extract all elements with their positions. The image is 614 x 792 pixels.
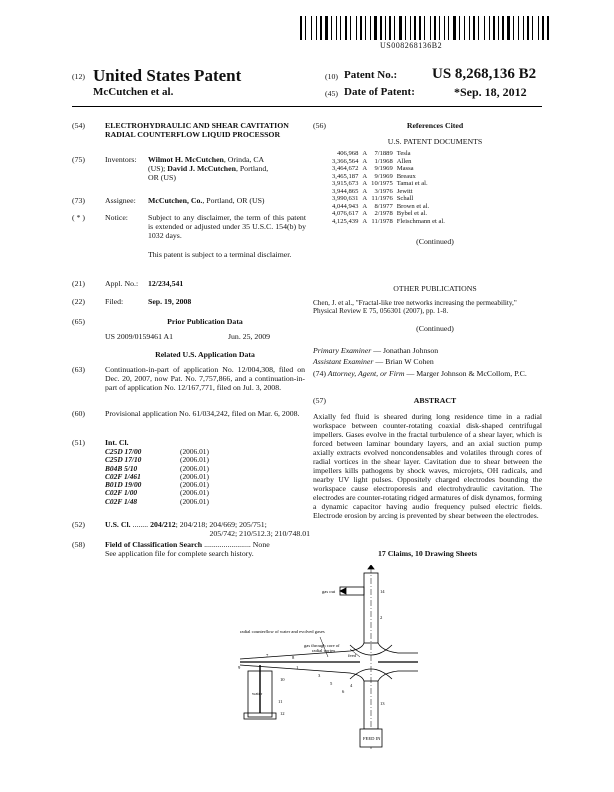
barcode-bar (367, 16, 369, 40)
barcode-bar (450, 16, 452, 40)
code-52: (52) (72, 520, 85, 529)
barcode-bar (505, 16, 506, 40)
barcode-bar (439, 16, 440, 40)
code-57: (57) (313, 396, 326, 405)
patent-number: US 8,268,136 B2 (432, 66, 537, 82)
us-cl-dots: ........ (132, 520, 149, 529)
field-search-note: See application file for complete search history. (105, 549, 254, 558)
filed-date: Sep. 19, 2008 (148, 297, 192, 306)
reference-date: 8/1977 (374, 202, 393, 210)
top-arrow-icon (368, 565, 374, 569)
ref-num-8: 8 (292, 655, 295, 660)
other-publications-heading: OTHER PUBLICATIONS (393, 284, 477, 293)
barcode-bar (410, 16, 411, 40)
attorney-name: — Marger Johnson & McCollom, P.C. (404, 369, 527, 378)
barcode-bar (434, 16, 436, 40)
int-cl-code: C02F 1/461 (105, 471, 141, 481)
reference-kind: A (362, 157, 368, 165)
barcode-bar (305, 16, 306, 40)
barcode-bar (412, 16, 413, 40)
attorney (313, 369, 541, 378)
int-cl-code: C02F 1/48 (105, 496, 138, 506)
int-cl-code: B01D 19/00 (105, 480, 142, 490)
barcode-bar (498, 16, 499, 40)
barcode-bar (469, 16, 470, 40)
reference-row (330, 150, 447, 158)
barcode-bar (461, 16, 463, 40)
reference-number: 3,990,631 (332, 195, 359, 202)
barcode-bar (471, 16, 472, 40)
barcode-bar (525, 16, 526, 40)
code-56: (56) (313, 121, 326, 130)
int-cl-code: C25D 17/10 (105, 455, 142, 465)
reference-date: 11/1976 (371, 195, 393, 202)
reference-name: Tamai et al. (396, 180, 428, 187)
int-cl-label: Int. Cl. (105, 438, 129, 447)
reference-kind: A (362, 210, 368, 217)
int-cl-version: (2006.01) (180, 496, 209, 506)
code-73: (73) (72, 196, 85, 205)
barcode-bar (331, 16, 332, 40)
barcode-bar (365, 16, 366, 40)
barcode-bar (430, 16, 431, 40)
barcode-bar (405, 16, 406, 40)
ref-num-4: 4 (350, 683, 353, 688)
barcode-bar (513, 16, 514, 40)
barcode-bar (532, 16, 533, 40)
barcode-bar (399, 16, 402, 40)
field-search-value: None (252, 540, 270, 549)
barcode-bar (311, 16, 312, 40)
barcode-number: US008268136B2 (380, 41, 443, 50)
code-21: (21) (72, 279, 85, 288)
barcode-bar (385, 16, 386, 40)
barcode-bar (403, 16, 404, 40)
label-feed: feed (348, 653, 356, 658)
code-22: (22) (72, 297, 85, 306)
reference-date: 1/1968 (374, 157, 393, 165)
barcode-bar (491, 16, 492, 40)
continuation-text: Continuation-in-part of application No. 12/004,308, filed on Dec. 20, 2007, now Pat. No. 7,757,866, and a continuation-in-part of application No. 12/167,771, filed on Jul. 3, 2008. (105, 365, 305, 393)
barcode-bar (473, 16, 475, 40)
code-75: (75) (72, 155, 85, 164)
terminal-disclaimer-text: This patent is subject to a terminal disclaimer. (148, 250, 292, 259)
barcode-bar (446, 16, 447, 40)
patent-drawing (200, 565, 430, 755)
barcode-bar (336, 16, 337, 40)
barcode-bar (414, 16, 416, 40)
assignee-value (148, 196, 265, 205)
barcode-bar (466, 16, 468, 40)
barcode-bar (389, 16, 391, 40)
barcode-bar (437, 16, 438, 40)
ref-num-5: 5 (330, 681, 333, 686)
barcode-bar (448, 16, 449, 40)
barcode-bar (486, 16, 488, 40)
code-58: (58) (72, 540, 85, 549)
barcode-bar (316, 16, 317, 40)
barcode-bar (515, 16, 517, 40)
reference-kind: A (362, 172, 368, 180)
label-water: water (252, 691, 263, 696)
reference-number: 3,915,673 (332, 180, 359, 187)
code-60: (60) (72, 409, 85, 418)
reference-row (330, 180, 447, 188)
reference-name: Fleischmann et al. (396, 217, 445, 225)
barcode-bar (500, 16, 501, 40)
inventor-2-place: , Portland, (235, 164, 269, 174)
reference-kind: A (362, 187, 368, 195)
reference-number: 3,464,672 (332, 165, 359, 172)
int-cl-version: (2006.01) (180, 463, 209, 473)
ref-num-12: 12 (280, 711, 285, 716)
document-type: United States Patent (93, 66, 242, 85)
continued-1: (Continued) (416, 237, 454, 246)
barcode-bar (350, 16, 351, 40)
appl-no-label: Appl. No.: (105, 279, 139, 288)
reference-number: 4,076,617 (332, 210, 359, 217)
code-54: (54) (72, 121, 85, 130)
ref-num-3: 3 (318, 673, 321, 678)
attorney-label: Attorney, Agent, or Firm (326, 369, 405, 378)
barcode-bar (520, 16, 522, 40)
filed-label: Filed: (105, 297, 124, 306)
barcode-bar (518, 16, 519, 40)
barcode-bar (441, 16, 443, 40)
attorney-code: (74) (313, 369, 326, 378)
references-heading: References Cited (406, 121, 464, 130)
reference-row (330, 210, 447, 218)
reference-date: 10/1975 (371, 180, 393, 187)
reference-kind: A (362, 180, 368, 187)
prior-publication-number: US 2009/0159461 A1 (105, 332, 174, 341)
reference-number: 406,968 (336, 150, 359, 157)
int-cl-version: (2006.01) (180, 471, 209, 481)
barcode-bar (476, 16, 477, 40)
int-cl-version: (2006.01) (180, 480, 209, 490)
ref-num-11: 11 (278, 699, 283, 704)
inventor-2-country: OR (US) (148, 173, 176, 183)
barcode-bar (527, 16, 529, 40)
us-cl-main: 204/212 (150, 520, 176, 529)
int-cl-code: C02F 1/00 (105, 488, 138, 498)
label-radial-vortex: radial vortex (312, 648, 336, 653)
barcode-bar (457, 16, 458, 40)
barcode-bar (320, 16, 322, 40)
barcode-bar (507, 16, 510, 40)
ref-num-9: 9 (238, 665, 241, 670)
barcode-bar (356, 16, 357, 40)
reference-date: 9/1969 (374, 165, 393, 172)
reference-kind: A (362, 165, 368, 172)
barcode-bar (313, 16, 315, 40)
reference-number: 3,944,865 (332, 187, 359, 195)
barcode-bar (478, 16, 479, 40)
ref-num-6: 6 (342, 689, 345, 694)
reference-name: Massa (396, 165, 414, 172)
barcode-bar (493, 16, 495, 40)
barcode-bar (538, 16, 539, 40)
barcode-bar (333, 16, 335, 40)
barcode-bar (530, 16, 531, 40)
barcode-bar (523, 16, 524, 40)
label-gas-through: gas through core of (304, 643, 340, 648)
int-cl-code: B04B 5/10 (105, 463, 138, 473)
reference-kind: A (362, 202, 368, 210)
barcode-bar (484, 16, 485, 40)
reference-name: Jewitt (396, 187, 413, 195)
reference-number: 3,465,187 (332, 172, 359, 180)
barcode-bar (325, 16, 328, 40)
barcode-bar (358, 16, 359, 40)
reference-number: 4,125,439 (332, 217, 359, 225)
reference-number: 4,044,943 (332, 202, 359, 210)
label-gas-out: gas out (322, 589, 336, 594)
label-radial-counterflow: radial counterflow of water and evolved gases (240, 629, 325, 634)
assignee-place: , Portland, OR (US) (202, 196, 265, 205)
int-cl-row (105, 498, 209, 506)
assistant-examiner-label: Assistant Examiner (313, 357, 374, 366)
assignee-name: McCutchen, Co. (148, 196, 203, 205)
patent-no-label: Patent No.: (344, 69, 398, 81)
reference-date: 3/1976 (374, 187, 393, 195)
reference-row (330, 158, 447, 166)
appl-no: 12/234,541 (148, 279, 184, 288)
reference-row (330, 203, 447, 211)
assistant-examiner (313, 357, 434, 366)
reference-name: Brown et al. (396, 202, 430, 210)
barcode-bar (511, 16, 512, 40)
date-of-patent: *Sep. 18, 2012 (454, 85, 527, 99)
ref-num-13: 13 (380, 701, 385, 706)
primary-examiner (313, 346, 438, 355)
barcode-bar (387, 16, 388, 40)
reference-number: 3,366,564 (332, 157, 359, 165)
ref-num-1: 1 (296, 665, 299, 670)
barcode-bar (300, 16, 302, 40)
ref-num-7: 7 (266, 653, 269, 658)
inventor-1-country: (US); (148, 164, 166, 174)
barcode-bar (370, 16, 371, 40)
barcode-bar (372, 16, 373, 40)
us-patent-documents-heading: U.S. PATENT DOCUMENTS (387, 137, 483, 146)
barcode-bar (453, 16, 456, 40)
assignee-label: Assignee: (105, 196, 136, 205)
continued-2: (Continued) (416, 324, 454, 333)
barcode-bar (545, 16, 546, 40)
field-search-dots: ........................ (204, 540, 251, 549)
prior-publication-heading: Prior Publication Data (167, 317, 243, 326)
field-search-label: Field of Classification Search (105, 540, 203, 549)
barcode-bar (363, 16, 364, 40)
prior-publication-date: Jun. 25, 2009 (228, 332, 271, 341)
abstract-heading: ABSTRACT (413, 396, 457, 405)
int-cl-table (105, 448, 209, 506)
notice-text: Subject to any disclaimer, the term of this patent is extended or adjusted under 35 U.S.C. 154(b) by 1032 days. (148, 213, 306, 241)
claims-line: 17 Claims, 10 Drawing Sheets (378, 549, 477, 558)
kind-code-12: (12) (72, 72, 85, 81)
upper-impeller (240, 643, 364, 659)
code-51: (51) (72, 438, 85, 447)
barcode-bar (342, 16, 344, 40)
assistant-examiner-name: — Brian W Cohen (373, 357, 434, 366)
barcode-bar (340, 16, 341, 40)
reference-row (330, 188, 447, 196)
int-cl-version: (2006.01) (180, 447, 209, 456)
barcode-bar (459, 16, 460, 40)
us-cl-label: U.S. Cl. (105, 520, 131, 529)
reference-name: Breaux (396, 172, 416, 180)
reference-kind: A (362, 150, 368, 157)
barcode (300, 16, 590, 40)
reference-kind: A (362, 195, 368, 202)
label-feed-in: FEED IN (363, 736, 381, 741)
inventor-1-place: , Orinda, CA (223, 155, 265, 164)
us-references-list (330, 150, 447, 225)
int-cl-version: (2006.01) (180, 455, 209, 465)
code-10: (10) (325, 72, 338, 81)
barcode-bar (550, 16, 551, 40)
reference-kind: A (362, 217, 368, 225)
barcode-bar (426, 16, 429, 40)
barcode-bar (444, 16, 445, 40)
ref-num-2: 2 (380, 615, 383, 620)
tank-base (244, 713, 276, 719)
int-cl-code: C25D 17/00 (105, 447, 142, 456)
reference-date: 9/1969 (374, 172, 393, 180)
inventor-short: McCutchen et al. (93, 86, 174, 98)
reference-name: Allen (396, 157, 412, 165)
barcode-bar (360, 16, 362, 40)
date-of-patent-label: Date of Patent: (344, 86, 415, 98)
notice-label: Notice: (105, 213, 128, 222)
barcode-bar (464, 16, 465, 40)
barcode-bar (540, 16, 541, 40)
barcode-bar (417, 16, 418, 40)
patent-title: ELECTROHYDRAULIC AND SHEAR CAVITATION RADIAL COUNTERFLOW LIQUID PROCESSOR (105, 121, 289, 140)
code-45: (45) (325, 89, 338, 98)
inventor-1-name: Wilmot H. McCutchen (148, 155, 224, 164)
barcode-bar (394, 16, 395, 40)
barcode-bar (407, 16, 409, 40)
reference-name: Bybel et al. (396, 210, 427, 217)
related-application-heading: Related U.S. Application Data (155, 350, 255, 359)
barcode-bar (480, 16, 483, 40)
barcode-bar (329, 16, 330, 40)
int-cl-version: (2006.01) (180, 488, 209, 498)
header-rule (72, 106, 542, 107)
barcode-bar (352, 16, 355, 40)
reference-name: Tesla (396, 150, 411, 157)
barcode-bar (303, 16, 304, 40)
code-notice: ( * ) (72, 213, 85, 222)
us-references-table (330, 150, 447, 225)
barcode-bar (396, 16, 398, 40)
barcode-bar (345, 16, 347, 40)
other-publication: Chen, J. et al., "Fractal-like tree networks increasing the permeability," Physical Review E 75, 056301 (2007), pp. 1-8. (313, 299, 517, 316)
reference-row (330, 173, 447, 181)
barcode-bar (547, 16, 549, 40)
reference-date: 2/1978 (374, 210, 393, 217)
barcode-bar (534, 16, 537, 40)
barcode-bar (432, 16, 433, 40)
barcode-bar (422, 16, 423, 40)
barcode-bar (502, 16, 504, 40)
barcode-bar (489, 16, 490, 40)
barcode-bar (307, 16, 310, 40)
barcode-bar (338, 16, 339, 40)
code-63: (63) (72, 365, 85, 374)
barcode-bar (348, 16, 349, 40)
reference-row (330, 218, 447, 226)
inventors-label: Inventors: (105, 155, 137, 164)
barcode-bar (380, 16, 382, 40)
reference-row (330, 165, 447, 173)
ref-num-14: 14 (380, 589, 385, 594)
us-cl-line-2: 205/742; 210/512.3; 210/748.01 (209, 529, 310, 538)
barcode-bar (496, 16, 497, 40)
barcode-bar (383, 16, 384, 40)
inventor-2-name: David J. McCutchen (167, 164, 236, 174)
lower-impeller (240, 665, 364, 681)
reference-name: Schall (396, 195, 414, 202)
inventors-value (148, 155, 308, 183)
us-cl-line-1: ; 204/218; 204/669; 205/751; (175, 520, 267, 529)
primary-examiner-label: Primary Examiner (313, 346, 372, 355)
barcode-bar (392, 16, 393, 40)
barcode-bar (424, 16, 425, 40)
abstract-text: Axially fed fluid is sheared during long residence time in a radial workspace between counter-rotating coaxial disk-shaped centrifugal impellers. Gases evolve in the fractal turbulence of a shear layer, which is forced between laminar boundary layers, and an axial suction pump axially extracts evolved noncondensables and volatiles through cores of radial vortices in the shear layer. Cavitation due to shear between the impellers kills pathogens by shock waves, microjets, OH radicals, and nearby UV light pulses. Oppositely charged electrodes bounding the workspace cause electroporesis and electrohydraulic cavitation. The electrodes are counter-rotating ridged armatures of disk dynamos, forming a dynamic capacitor having audio frequency pulsed electric fields. Electrode erosion by arcing is prevented by shear between the electrodes. (313, 412, 542, 520)
provisional-text: Provisional application No. 61/034,242, filed on Mar. 6, 2008. (105, 409, 300, 418)
primary-examiner-name: — Jonathan Johnson (371, 346, 439, 355)
ref-num-10: 10 (280, 677, 285, 682)
barcode-bar (419, 16, 421, 40)
field-search-block (105, 540, 310, 549)
int-cl-list (105, 448, 209, 506)
code-65: (65) (72, 317, 85, 326)
gas-out-arrow-icon (340, 588, 346, 594)
reference-row (330, 195, 447, 203)
barcode-bar (318, 16, 319, 40)
barcode-bar (542, 16, 544, 40)
reference-date: 7/1889 (374, 150, 393, 157)
us-cl-block (105, 520, 310, 529)
barcode-bar (323, 16, 324, 40)
reference-date: 11/1978 (371, 217, 393, 225)
barcode-bar (374, 16, 377, 40)
barcode-bar (378, 16, 379, 40)
